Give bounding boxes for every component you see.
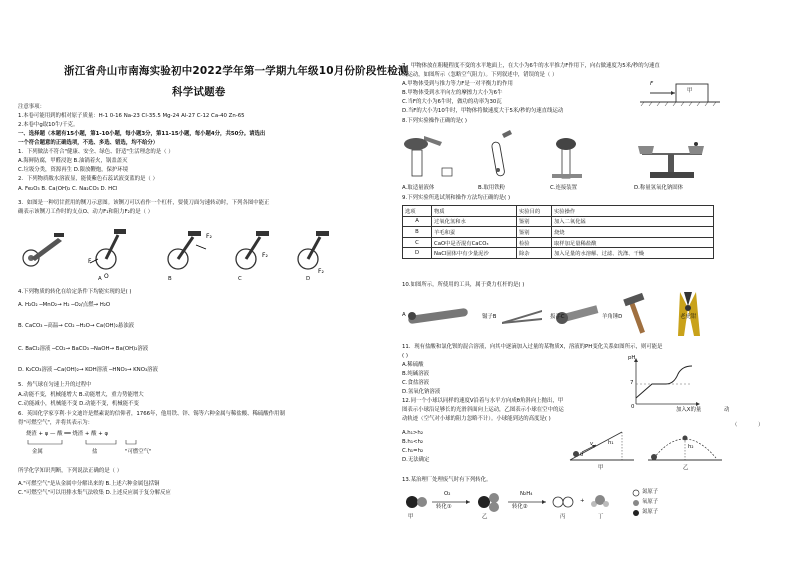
q12-option-a: A.h₁>h₂ [402, 430, 423, 436]
lever-figures [18, 223, 338, 283]
q12-label-h1: h₁ [608, 440, 614, 446]
q12-tail: 动 [724, 407, 730, 413]
q4-option-a: A. H₂O₂ ─MnO₂→ H₂ ─O₂/点燃→ H₂O [18, 302, 111, 308]
q6-label-salt: 盐 [92, 449, 98, 455]
q11-option-c: C.食盐溶液 [402, 380, 430, 386]
q13-molecule-jia [406, 496, 427, 508]
q12-label-theta: θ [580, 452, 584, 458]
table-cell: 过氧化氢和水 [432, 216, 517, 227]
section1-heading-cont: 一个符合题意的正确选项，不选、多选、错选，均不给分） [18, 140, 159, 146]
table-cell: 检验 [517, 237, 552, 248]
q12-text2: 图表示小球沿足够长的光滑斜面向上运动，乙图表示小球在空中的运 [402, 407, 564, 413]
q8-figure-c [552, 138, 582, 178]
q11-option-d: D.氢氧化钠溶液 [402, 389, 441, 395]
q8-option-a: A.取适量液体 [402, 185, 435, 191]
table-cell: 除杂 [517, 248, 552, 259]
lever-figure-d [298, 231, 329, 275]
q6-equation-brackets [26, 438, 176, 452]
lever-label-b: B [168, 276, 172, 282]
q12-paren-close: ） [758, 422, 764, 428]
q6-options-cd: C."可燃空气"可以用排水集气法收集 D.上述反应属于复分解反应 [18, 490, 171, 496]
q13-molecule-bing [553, 497, 573, 507]
q13-label-jia: 甲 [408, 514, 414, 520]
q6-options-ab: A."可燃空气"是从金属中分解出来的 B.上述六种金属包括铜 [18, 481, 160, 487]
q2-options: A. Fe₂O₃ B. Ca(OH)₂ C. Na₂CO₃ D. HCl [18, 186, 118, 192]
q6-label-gas: "可燃空气" [125, 449, 152, 455]
q1-options-cd: C.垃圾分类，资源再生 D.限放鞭炮，保护环境 [18, 167, 129, 173]
q7-text2: 线运动，如图所示（忽略空气阻力）。下列叙述中，错误的是（ ） [402, 72, 558, 78]
q1-text: 1．下列做法不符合"健康、安全、绿色、舒适"生活理念的是（ ） [18, 149, 174, 155]
q13-step2-bottom: 转化② [512, 504, 528, 510]
q12-label-jia: 甲 [598, 465, 604, 471]
q13-label-ding: 丁 [598, 514, 604, 520]
q13-legend-1: 氮原子 [642, 489, 659, 495]
q11-axis-x: 加入X的量 [676, 407, 702, 413]
svg-text:F₂: F₂ [318, 268, 324, 275]
q10-text: 10.如图所示，所使用的工具，属于费力杠杆的是( ) [402, 282, 525, 288]
table-row [403, 237, 714, 248]
q3-text-cont: 确表示该铡刀工作时的支点O、动力F₁和阻力F₂的是（ ） [18, 209, 154, 215]
table-cell: 羊毛和蚕 [432, 227, 517, 238]
table-cell: 鉴别 [517, 227, 552, 238]
q8-option-b: B.取用铁粉 [478, 185, 505, 191]
q9-table [402, 205, 714, 259]
q6-text3: 所学化学知识判断，下列说法正确的是（ ） [18, 468, 123, 474]
table-header-cell: 实验操作 [552, 206, 714, 217]
lever-figure-c [236, 231, 269, 269]
q10-tool-d [623, 293, 645, 334]
q13-label-yi: 乙 [482, 514, 488, 520]
q12-figure-yi [648, 436, 722, 461]
notes-line2: 2.本卷中g取10牛/千克。 [18, 122, 79, 128]
table-cell: D [403, 248, 432, 259]
q11-option-a: A.稀硫酸 [402, 362, 424, 368]
q9-text: 9.下列实验所选试剂和操作方法均正确的是( ) [402, 195, 511, 201]
q6-text: 6．英国化学家亨利·卡文迪许是燃素说的信仰者，1766年，他用铁、锌、锡等六种金属与稀盐酸、稀硫酸作用制 [18, 411, 285, 417]
q7-option-c: C.当F的大小为6牛时，做功的功率为30瓦 [402, 99, 502, 105]
q12-option-c: C.h₁=h₂ [402, 448, 424, 454]
q2-text: 2．下列物质敞水溶液显，能使紫色石蕊试液变蓝的是（ ） [18, 176, 158, 182]
q12-option-d: D.无法确定 [402, 457, 430, 463]
q10-tool-a [408, 308, 469, 324]
svg-text:F₂: F₂ [206, 233, 212, 240]
table-cell: C [403, 237, 432, 248]
q1-options-ab: A.海鲜防腐，甲醛浸泡 B.油锅着火，锅盖盖灭 [18, 158, 128, 164]
table-cell: 加入足量的水溶解、过滤、洗涤、干燥 [552, 248, 714, 259]
q13-step1-bottom: 转化① [436, 504, 452, 510]
q11-tick-7: 7 [630, 380, 634, 386]
q4-text: 4.下列物质的转化在给定条件下均能实现的是( ) [18, 289, 132, 295]
page-subtitle: 科学试题卷 [172, 86, 226, 98]
q10-label-d: 羊角锤D [602, 314, 623, 320]
lever-label-c: C [238, 276, 242, 282]
q13-legend-symbols [633, 490, 639, 516]
q7-label-box: 甲 [687, 88, 693, 94]
q13-step2-top: N₂H₄ [520, 491, 533, 497]
q5-text: 5．热气球在匀速上升的过程中 [18, 382, 92, 388]
q13-text: 13.某治理厂处理废气时有下列转化。 [402, 477, 492, 483]
q12-label-h2: h₂ [688, 444, 694, 450]
table-cell: 鉴别 [517, 216, 552, 227]
q6-label-metal: 金属 [32, 449, 43, 455]
q7-option-d: D.当F的大小为10牛时，甲物体将做速度大于5米/秒的匀速直线运动 [402, 108, 564, 114]
lever-label-d: D [306, 276, 311, 282]
q8-option-c: C.连接装置 [550, 185, 578, 191]
q13-label-bing: 丙 [560, 514, 566, 520]
table-header-row [403, 206, 714, 217]
table-header-cell: 实验目的 [517, 206, 552, 217]
q12-label-v: v [590, 441, 594, 447]
table-cell: 取样加足量稀盐酸 [552, 237, 714, 248]
q11-text: 11．现有盐酸和氯化钡的混合溶液，向其中逐滴加入过量的某物质X，溶液的PH变化关系如图所示，则可能是 [402, 344, 663, 350]
q10-label-a: A [402, 312, 406, 318]
table-header-cell: 物质 [432, 206, 517, 217]
q12-label-yi: 乙 [683, 465, 689, 471]
q7-option-a: A.甲物体受到与推力等力F是一对平衡力的作用 [402, 81, 513, 87]
q12-paren-open: （ [732, 422, 738, 428]
q7-option-b: B.甲物体受到水平向左的摩擦力大小为6牛 [402, 90, 503, 96]
q8-text: 8.下列实验操作正确的是( ) [402, 118, 467, 124]
table-cell: 加入二氧化锰 [552, 216, 714, 227]
q6-text2: 得"可燃空气"，并将其表示为： [18, 420, 94, 426]
q10-label-c: 扳手C [550, 314, 565, 320]
notes-heading: 注意事项： [18, 104, 45, 110]
table-row [403, 248, 714, 259]
q8-figure-b [491, 130, 512, 176]
table-cell: CaO中是否混有CaCO₃ [432, 237, 517, 248]
q13-step1-top: O₂ [444, 491, 451, 497]
q8-figure-a [404, 136, 452, 176]
q5-options-cd: C.动能减小，机械能不变 D.动能不变，机械能不变 [18, 401, 139, 407]
q10-label-e: 老虎钳 [680, 314, 697, 320]
section1-heading: 一、选择题（本题有15小题，第1-10小题，每小题3分，第11-15小题，每小题4分，共50分。请选出 [18, 131, 266, 137]
q13-legend-2: 氧原子 [642, 499, 659, 505]
lever-figure-b [168, 231, 212, 269]
table-row [403, 227, 714, 238]
q6-equation: 烧渣 + φ — 酸 ══ 烧渣 + 酸 + φ [26, 431, 109, 437]
q5-options-ab: A.动能不变，机械能增大 B.动能增大，重力势能增大 [18, 392, 144, 398]
q3-text: 3．如图是一种切甘蔗用的铡刀示意图。该铡刀可以看作一个杠杆，要使刀面匀速转动时，下列各图中能正 [18, 200, 270, 206]
q11-origin: 0 [631, 404, 635, 410]
lever-figure-original [23, 233, 64, 266]
q11-text2: ( ) [402, 353, 408, 359]
q12-text3: 动轨迹（空气对小球的阻力忽略不计）。小球能到达的高度是( ) [402, 416, 551, 422]
q10-tool-b [502, 310, 542, 324]
q11-axis-y: pH [628, 355, 636, 361]
q10-label-b: 镊子B [482, 314, 497, 320]
q11-ph-graph [626, 356, 702, 412]
svg-text:F: F [88, 258, 92, 265]
q4-option-b: B. CaCO₃ ─高温→ CO₂ ─H₂O→ Ca(OH)₂悬浊液 [18, 323, 135, 329]
q13-molecule-ding [591, 495, 609, 507]
q8-figures [402, 128, 722, 184]
q13-plus: + [580, 498, 585, 504]
svg-text:F₂: F₂ [262, 252, 268, 259]
table-row [403, 216, 714, 227]
table-cell: NaCl固体中有少量泥沙 [432, 248, 517, 259]
table-cell: 烧烧 [552, 227, 714, 238]
page-title: 浙江省舟山市南海实验初中2022学年第一学期九年级10月份阶段性检测 [64, 65, 409, 77]
q4-option-d: D. K₂CO₃溶液 ─Ca(OH)₂→ KOH溶液 ─HNO₃→ KNO₃溶液 [18, 367, 158, 373]
q7-label-f: F [650, 81, 654, 87]
q12-text: 12.同一个小球以同样的速度V沿着与水平方向成θ角斜向上抛出，甲 [402, 398, 564, 404]
q7-text: 7．甲物体放在粗糙程度不变的水平地面上，在大小为6牛的水平推力F作用下，向右做速度为5米/秒的匀速直 [402, 63, 660, 69]
table-cell: A [403, 216, 432, 227]
q13-molecule-yi [478, 493, 499, 512]
svg-text:O: O [104, 273, 109, 280]
q8-figure-d [638, 142, 704, 178]
lever-label-a: A [98, 276, 102, 282]
q12-option-b: B.h₁<h₂ [402, 439, 424, 445]
q4-option-c: C. BaCl₂溶液 ─CO₂→ BaCO₃ ─NaOH→ Ba(OH)₂溶液 [18, 346, 149, 352]
q8-option-d: D.称量氢氧化钠固体 [634, 185, 683, 191]
lever-figure-a [88, 229, 126, 280]
table-header-cell: 选项 [403, 206, 432, 217]
table-cell: B [403, 227, 432, 238]
q13-molecule-diagram [404, 488, 664, 518]
q11-option-b: B.纯碱溶液 [402, 371, 429, 377]
notes-line1: 1.本卷可能用到的相对原子质量：H-1 0-16 Na-23 Cl-35.5 Mg-24 Al-27 C-12 Ca-40 Zn-65 [18, 113, 245, 119]
q13-legend-3: 氮原子 [642, 509, 659, 515]
